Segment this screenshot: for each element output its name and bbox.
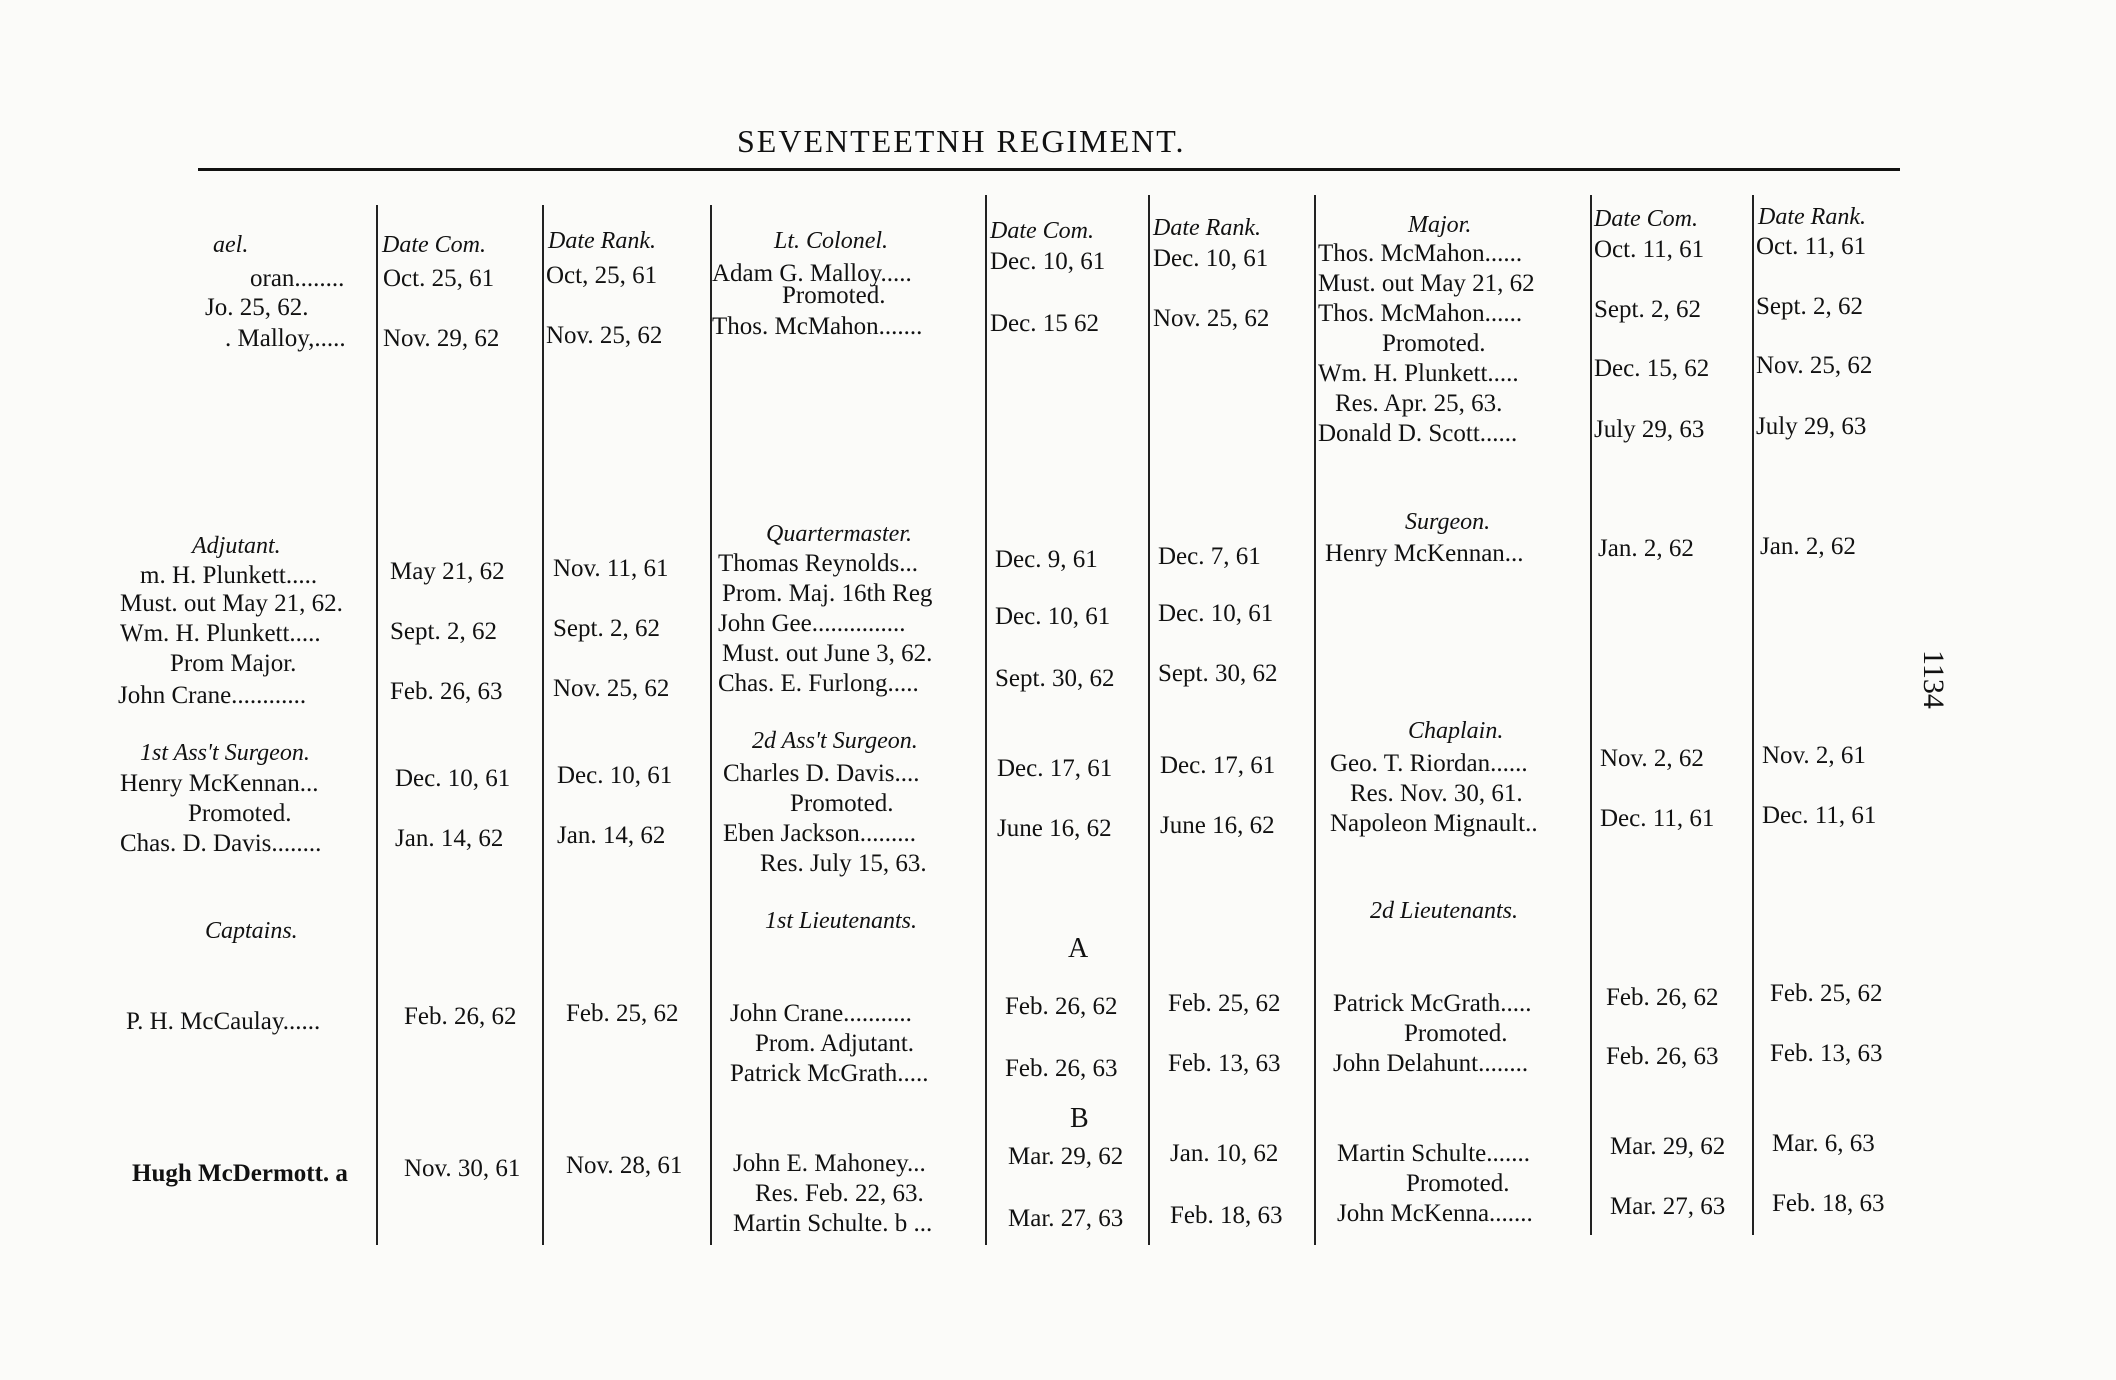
header-first-asst-surgeon: 1st Ass't Surgeon. (140, 740, 310, 766)
adjutant-rank: Sept. 2, 62 (553, 615, 660, 642)
quartermaster-name: Thomas Reynolds... (718, 550, 918, 577)
adjutant-com: Feb. 26, 63 (390, 678, 503, 705)
column-divider (1148, 195, 1150, 1245)
second-lieutenant-com: Feb. 26, 63 (1606, 1043, 1719, 1070)
adjutant-rank: Nov. 25, 62 (553, 675, 670, 702)
colonel-com: Oct. 25, 61 (383, 265, 495, 292)
colonel-com: Nov. 29, 62 (383, 325, 500, 352)
captain-com: Nov. 30, 61 (404, 1155, 521, 1182)
adjutant-note: Must. out May 21, 62. (120, 590, 343, 617)
major-note: Must. out May 21, 62 (1318, 270, 1535, 297)
adjutant-com: Sept. 2, 62 (390, 618, 497, 645)
header-adjutant: Adjutant. (192, 533, 281, 559)
header-date-com: Date Com. (1594, 206, 1698, 232)
second-lieutenant-name: Patrick McGrath..... (1333, 990, 1532, 1017)
major-com: Oct. 11, 61 (1594, 236, 1705, 263)
lt-colonel-rank: Dec. 10, 61 (1153, 245, 1269, 272)
major-rank: Oct. 11, 61 (1756, 233, 1867, 260)
header-lt-colonel: Lt. Colonel. (774, 228, 889, 254)
major-com: Sept. 2, 62 (1594, 296, 1701, 323)
lt-colonel-name: Adam G. Malloy..... (712, 260, 912, 287)
second-lieutenant-com: Mar. 29, 62 (1610, 1133, 1726, 1160)
adjutant-name: John Crane............ (118, 682, 307, 709)
major-note: Res. Apr. 25, 63. (1335, 390, 1503, 417)
header-quartermaster: Quartermaster. (766, 521, 913, 547)
column-divider (542, 205, 544, 1245)
page-number: 1134 (1917, 650, 1950, 709)
second-lieutenant-rank: Mar. 6, 63 (1772, 1130, 1875, 1157)
column-divider (985, 195, 987, 1245)
major-name: Thos. McMahon...... (1318, 300, 1523, 327)
company-b-label: B (1070, 1103, 1089, 1134)
header-captains: Captains. (205, 918, 298, 944)
major-note: Promoted. (1382, 330, 1486, 357)
second-asst-surgeon-com: Dec. 17, 61 (997, 755, 1113, 782)
lt-colonel-com: Dec. 10, 61 (990, 248, 1106, 275)
second-lieutenant-com: Mar. 27, 63 (1610, 1193, 1726, 1220)
quartermaster-rank: Sept. 30, 62 (1158, 660, 1278, 687)
adjutant-rank: Nov. 11, 61 (553, 555, 669, 582)
lt-colonel-note: Promoted. (782, 282, 886, 309)
chaplain-name: Geo. T. Riordan...... (1330, 750, 1528, 777)
lt-colonel-com: Dec. 15 62 (990, 310, 1099, 337)
chaplain-com: Nov. 2, 62 (1600, 745, 1704, 772)
quartermaster-name: Chas. E. Furlong..... (718, 670, 919, 697)
major-com: July 29, 63 (1594, 416, 1705, 443)
second-lieutenant-rank: Feb. 18, 63 (1772, 1190, 1885, 1217)
header-second-asst-surgeon: 2d Ass't Surgeon. (752, 728, 918, 754)
second-lieutenant-name: Martin Schulte....... (1337, 1140, 1531, 1167)
second-lieutenant-note: Promoted. (1404, 1020, 1508, 1047)
first-lieutenant-note: Res. Feb. 22, 63. (755, 1180, 924, 1207)
captain-name: Hugh McDermott. a (132, 1160, 348, 1187)
header-date-rank: Date Rank. (548, 228, 656, 254)
colonel-name: . Malloy,..... (225, 325, 346, 352)
column-divider (1590, 195, 1592, 1235)
major-name: Thos. McMahon...... (1318, 240, 1523, 267)
quartermaster-com: Sept. 30, 62 (995, 665, 1115, 692)
first-asst-surgeon-rank: Jan. 14, 62 (557, 822, 666, 849)
header-first-lieutenants: 1st Lieutenants. (765, 908, 918, 934)
header-date-com: Date Com. (990, 218, 1094, 244)
quartermaster-rank: Dec. 7, 61 (1158, 543, 1261, 570)
company-a-label: A (1068, 933, 1089, 964)
column-divider (710, 205, 712, 1245)
chaplain-rank: Dec. 11, 61 (1762, 802, 1877, 829)
first-asst-surgeon-note: Promoted. (188, 800, 292, 827)
header-second-lieutenants: 2d Lieutenants. (1370, 898, 1518, 924)
colonel-rank: Oct, 25, 61 (546, 262, 658, 289)
captain-rank: Nov. 28, 61 (566, 1152, 683, 1179)
captain-com: Feb. 26, 62 (404, 1003, 517, 1030)
first-lieutenant-name: Patrick McGrath..... (730, 1060, 929, 1087)
second-asst-surgeon-note: Res. July 15, 63. (760, 850, 927, 877)
quartermaster-name: John Gee............... (718, 610, 906, 637)
second-asst-surgeon-note: Promoted. (790, 790, 894, 817)
first-lieutenant-note: Prom. Adjutant. (755, 1030, 915, 1057)
second-lieutenant-name: John Delahunt........ (1333, 1050, 1529, 1077)
first-lieutenant-rank: Feb. 18, 63 (1170, 1202, 1283, 1229)
first-lieutenant-name: Martin Schulte. b ... (733, 1210, 933, 1237)
header-chaplain: Chaplain. (1408, 718, 1504, 744)
first-asst-surgeon-com: Dec. 10, 61 (395, 765, 511, 792)
lt-colonel-rank: Nov. 25, 62 (1153, 305, 1270, 332)
column-divider (1314, 195, 1316, 1245)
header-date-rank: Date Rank. (1758, 204, 1866, 230)
second-asst-surgeon-name: Charles D. Davis.... (723, 760, 920, 787)
header-surgeon: Surgeon. (1405, 509, 1491, 535)
second-asst-surgeon-com: June 16, 62 (997, 815, 1112, 842)
major-rank: Nov. 25, 62 (1756, 352, 1873, 379)
first-lieutenant-rank: Jan. 10, 62 (1170, 1140, 1279, 1167)
second-asst-surgeon-rank: June 16, 62 (1160, 812, 1275, 839)
second-lieutenant-com: Feb. 26, 62 (1606, 984, 1719, 1011)
header-date-rank: Date Rank. (1153, 215, 1261, 241)
column-divider (1752, 195, 1754, 1235)
major-com: Dec. 15, 62 (1594, 355, 1710, 382)
second-asst-surgeon-rank: Dec. 17, 61 (1160, 752, 1276, 779)
quartermaster-note: Prom. Maj. 16th Reg (722, 580, 933, 607)
first-lieutenant-com: Mar. 27, 63 (1008, 1205, 1124, 1232)
adjutant-name: Wm. H. Plunkett..... (120, 620, 321, 647)
second-lieutenant-rank: Feb. 13, 63 (1770, 1040, 1883, 1067)
chaplain-note: Res. Nov. 30, 61. (1350, 780, 1523, 807)
header-colonel: ael. (213, 232, 249, 258)
first-asst-surgeon-com: Jan. 14, 62 (395, 825, 504, 852)
captain-name: P. H. McCaulay...... (126, 1008, 321, 1035)
adjutant-name: m. H. Plunkett..... (140, 562, 318, 589)
first-asst-surgeon-rank: Dec. 10, 61 (557, 762, 673, 789)
first-lieutenant-com: Feb. 26, 62 (1005, 993, 1118, 1020)
second-asst-surgeon-name: Eben Jackson......... (723, 820, 917, 847)
first-lieutenant-com: Feb. 26, 63 (1005, 1055, 1118, 1082)
quartermaster-com: Dec. 9, 61 (995, 546, 1098, 573)
adjutant-note: Prom Major. (170, 650, 297, 677)
major-rank: Sept. 2, 62 (1756, 293, 1863, 320)
colonel-name: oran........ (250, 265, 345, 292)
surgeon-name: Henry McKennan... (1325, 540, 1524, 567)
first-asst-surgeon-name: Henry McKennan... (120, 770, 319, 797)
header-major: Major. (1408, 212, 1472, 238)
first-lieutenant-com: Mar. 29, 62 (1008, 1143, 1124, 1170)
colonel-note: Jo. 25, 62. (205, 294, 309, 321)
title-rule (198, 168, 1900, 171)
second-lieutenant-rank: Feb. 25, 62 (1770, 980, 1883, 1007)
chaplain-rank: Nov. 2, 61 (1762, 742, 1866, 769)
adjutant-com: May 21, 62 (390, 558, 505, 585)
chaplain-com: Dec. 11, 61 (1600, 805, 1715, 832)
header-date-com: Date Com. (382, 232, 486, 258)
major-name: Wm. H. Plunkett..... (1318, 360, 1519, 387)
colonel-rank: Nov. 25, 62 (546, 322, 663, 349)
first-asst-surgeon-name: Chas. D. Davis........ (120, 830, 322, 857)
first-lieutenant-name: John E. Mahoney... (733, 1150, 926, 1177)
first-lieutenant-name: John Crane........... (730, 1000, 912, 1027)
captain-rank: Feb. 25, 62 (566, 1000, 679, 1027)
chaplain-name: Napoleon Mignault.. (1330, 810, 1538, 837)
column-divider (376, 205, 378, 1245)
page-title: SEVENTEETNH REGIMENT. (737, 123, 1186, 159)
second-lieutenant-name: John McKenna....... (1337, 1200, 1533, 1227)
major-name: Donald D. Scott...... (1318, 420, 1518, 447)
major-rank: July 29, 63 (1756, 413, 1867, 440)
quartermaster-rank: Dec. 10, 61 (1158, 600, 1274, 627)
lt-colonel-name: Thos. McMahon....... (712, 313, 923, 340)
quartermaster-note: Must. out June 3, 62. (722, 640, 933, 667)
surgeon-rank: Jan. 2, 62 (1760, 533, 1856, 560)
second-lieutenant-note: Promoted. (1406, 1170, 1510, 1197)
first-lieutenant-rank: Feb. 25, 62 (1168, 990, 1281, 1017)
surgeon-com: Jan. 2, 62 (1598, 535, 1694, 562)
quartermaster-com: Dec. 10, 61 (995, 603, 1111, 630)
first-lieutenant-rank: Feb. 13, 63 (1168, 1050, 1281, 1077)
